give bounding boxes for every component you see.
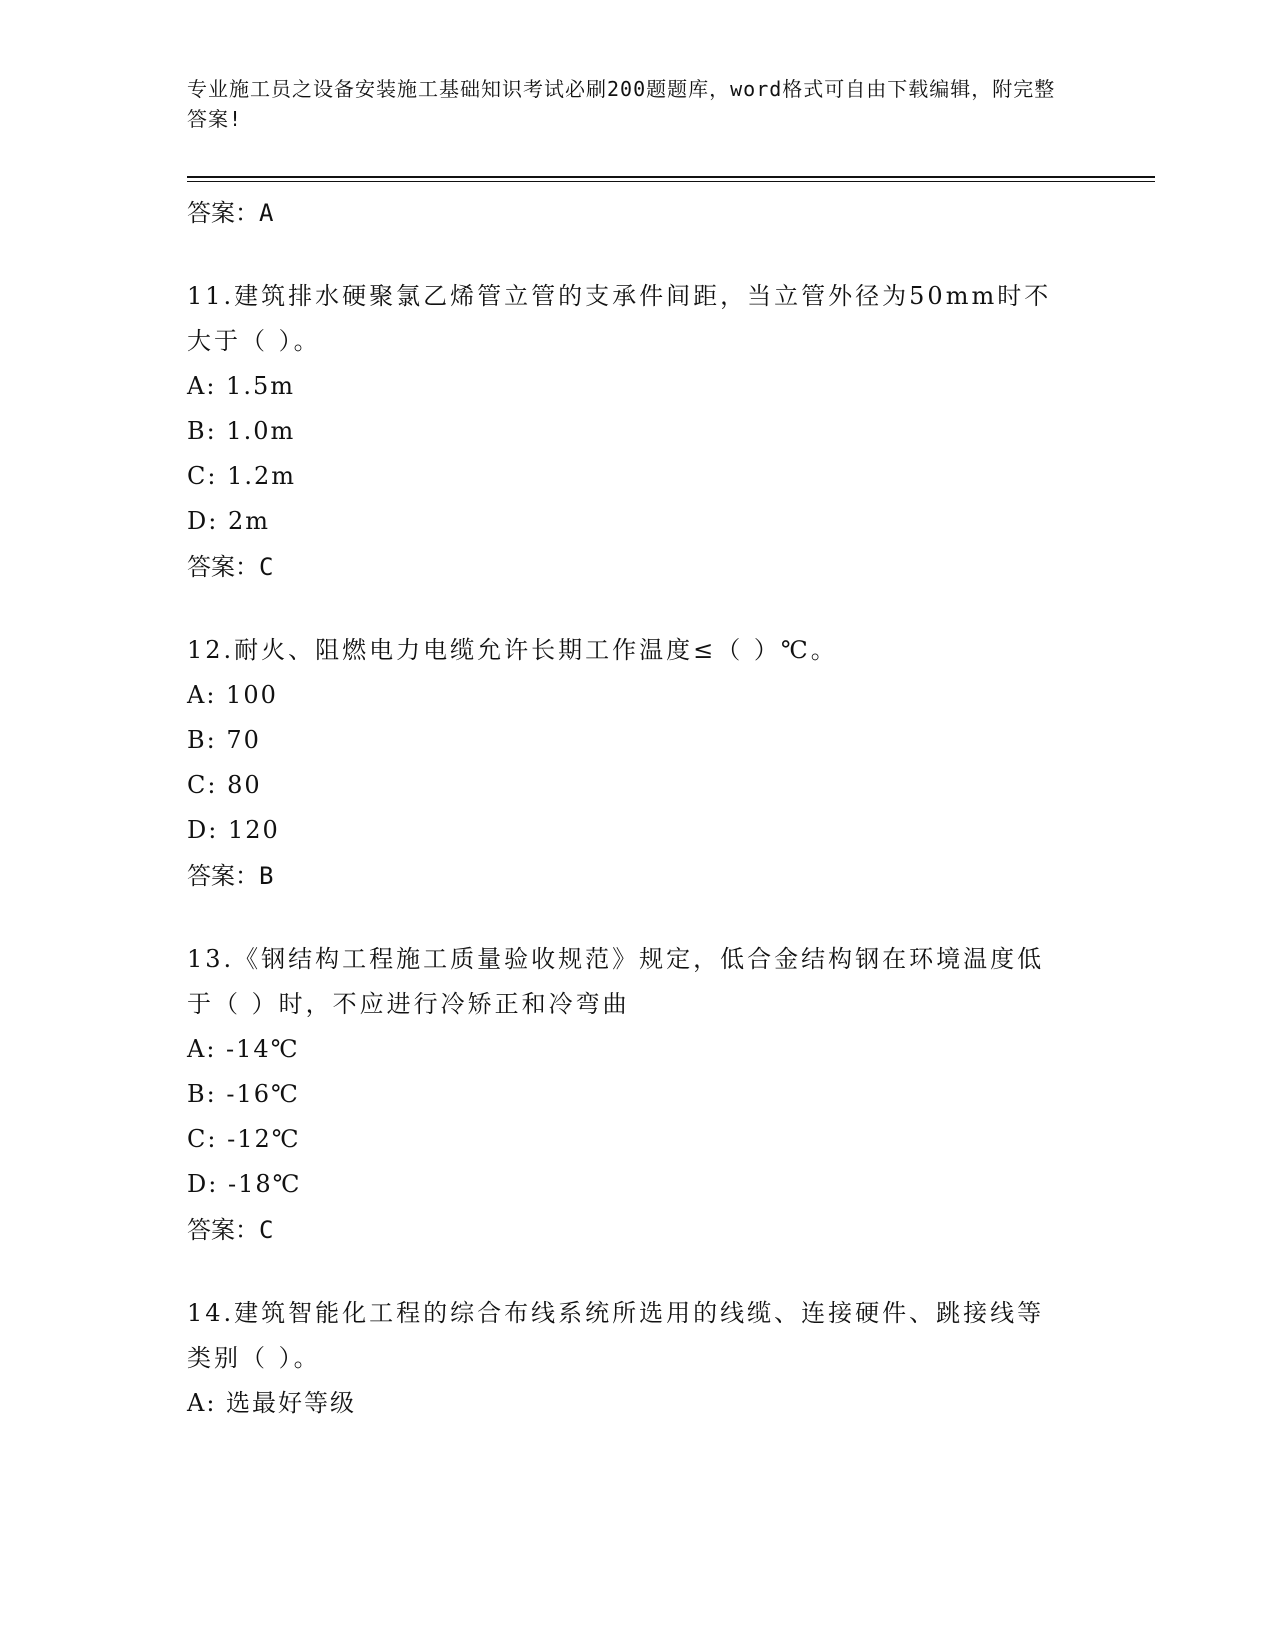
option-b: B: 70: [187, 726, 261, 754]
option-c: C: 80: [187, 771, 262, 799]
question-answer: 答案：B: [187, 862, 274, 890]
question-stem: 14.建筑智能化工程的综合布线系统所选用的线缆、连接硬件、跳接线等类别（ ）。: [187, 1299, 1045, 1372]
question-14: [187, 1291, 1087, 1426]
question-stem: 12.耐火、阻燃电力电缆允许长期工作温度≤（ ）℃。: [187, 636, 838, 664]
option-a: A: 选最好等级: [187, 1389, 357, 1417]
option-a: A: 100: [187, 681, 278, 709]
questions-content: [187, 190, 1087, 1426]
header-divider-thick: [187, 176, 1155, 178]
option-d: D: 120: [187, 816, 280, 844]
option-c: C: -12℃: [187, 1125, 301, 1153]
option-a: A: -14℃: [187, 1035, 300, 1063]
header-divider-thin: [187, 181, 1155, 182]
question-12: [187, 628, 1087, 899]
option-b: B: 1.0m: [187, 417, 296, 445]
option-c: C: 1.2m: [187, 462, 297, 490]
question-stem: 11.建筑排水硬聚氯乙烯管立管的支承件间距，当立管外径为50mm时不大于（ ）。: [187, 282, 1052, 355]
option-d: D: 2m: [187, 507, 270, 535]
option-d: D: -18℃: [187, 1170, 302, 1198]
question-13: [187, 937, 1087, 1253]
page-header-title: 专业施工员之设备安装施工基础知识考试必刷200题题库，word格式可自由下载编辑，附完整答案!: [187, 77, 1056, 131]
question-stem: 13.《钢结构工程施工质量验收规范》规定，低合金结构钢在环境温度低于（ ）时，不应进行冷矫正和冷弯曲: [187, 945, 1045, 1018]
question-answer: 答案：C: [187, 1216, 274, 1244]
option-a: A: 1.5m: [187, 372, 295, 400]
option-b: B: -16℃: [187, 1080, 300, 1108]
question-11: [187, 274, 1087, 590]
previous-question-answer: 答案：A: [187, 199, 274, 227]
question-answer: 答案：C: [187, 553, 274, 581]
